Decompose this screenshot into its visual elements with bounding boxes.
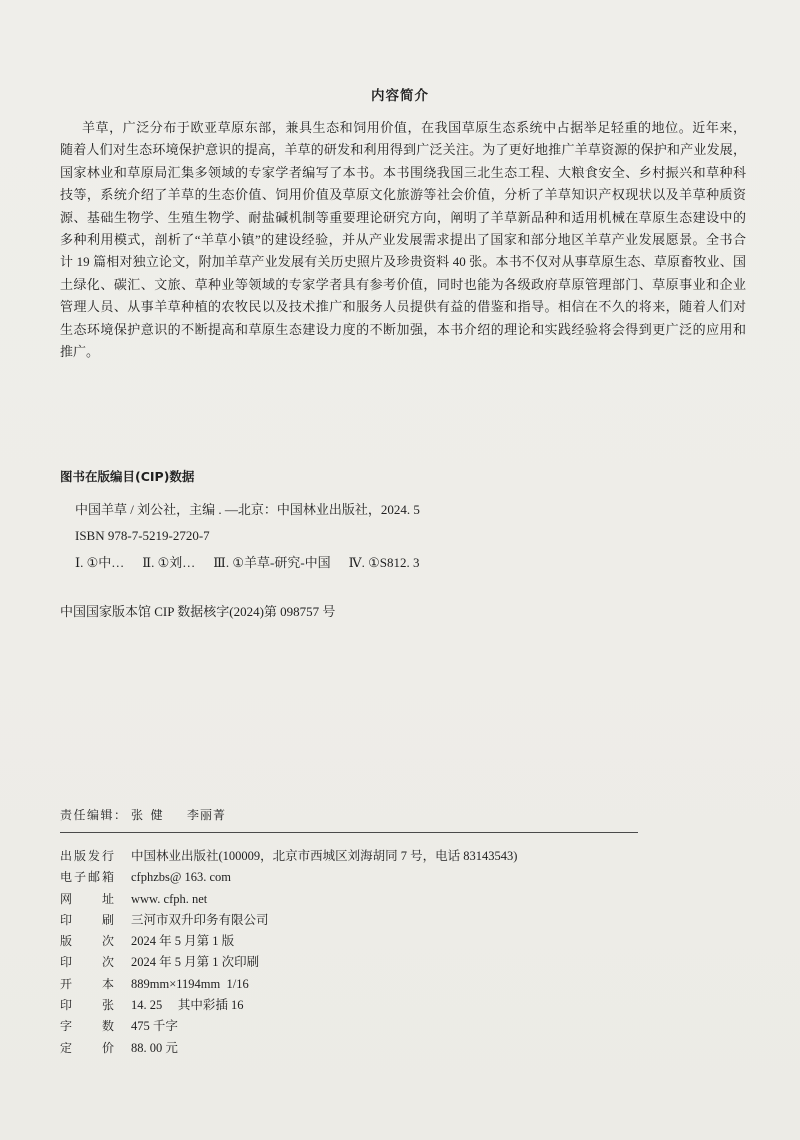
divider-rule — [60, 832, 638, 833]
cip-entry: 中国羊草 / 刘公社，主编 . —北京：中国林业出版社，2024. 5 — [75, 502, 420, 517]
summary-line: 管理人员、从事羊草种植的农牧民以及技术推广和服务人员提供有益的借鉴和指导。相信在不久的将来，随着人们对 — [60, 299, 746, 315]
summary-line: 生态环境保护意识的不断提高和草原生态建设力度的不断加强，本书介绍的理论和实践经验将会得到更广泛的应用和 — [60, 321, 746, 337]
imprint-row — [60, 952, 517, 973]
imprint-value: 三河市双升印务有限公司 — [131, 912, 269, 927]
imprint-table — [60, 846, 517, 1059]
imprint-value: 88. 00 元 — [131, 1040, 178, 1055]
imprint-value: 2024 年 5 月第 1 次印刷 — [131, 955, 260, 970]
imprint-label: 电子邮箱 — [60, 870, 114, 885]
imprint-row — [60, 931, 517, 952]
imprint-row — [60, 910, 517, 931]
summary-title: 内容简介 — [371, 88, 429, 104]
imprint-row — [60, 846, 517, 867]
summary-line: 推广。 — [60, 343, 100, 359]
cip-heading: 图书在版编目(CIP)数据 — [60, 469, 195, 484]
imprint-value: cfphzbs@ 163. com — [131, 870, 232, 885]
summary-body — [60, 117, 746, 363]
cip-class-item: Ⅰ. ①中… — [75, 555, 125, 570]
imprint-label: 开本 — [60, 976, 114, 991]
imprint-value: www. cfph. net — [131, 891, 208, 906]
summary-line: 多种利用模式，剖析了“羊草小镇”的建设经验，并从产业发展需求提出了国家和部分地区羊草产业发展愿景。全书合 — [60, 231, 746, 247]
imprint-row — [60, 995, 517, 1016]
imprint-label: 字数 — [60, 1019, 114, 1034]
summary-line: 土绿化、碳汇、文旅、草种业等领域的专家学者具有参考价值，同时也能为各级政府草原管理部门、草原事业和企业 — [60, 276, 746, 292]
editor-name: 李丽菁 — [187, 808, 227, 822]
summary-line: 计 19 篇相对独立论文，附加羊草产业发展有关历史照片及珍贵资料 40 张。本书不仅对从事草原生态、草原畜牧业、国 — [60, 254, 746, 270]
imprint-label: 版次 — [60, 934, 114, 949]
summary-line: 羊草，广泛分布于欧亚草原东部，兼具生态和饲用价值，在我国草原生态系统中占据举足轻重的地位。近年来， — [82, 120, 746, 135]
imprint-value: 475 千字 — [131, 1019, 178, 1034]
cip-class-item: Ⅲ. ①羊草-研究-中国 — [213, 555, 331, 570]
cip-class-item: Ⅱ. ①刘… — [142, 555, 196, 570]
imprint-value: 14. 25 其中彩插 16 — [131, 998, 244, 1013]
imprint-value: 2024 年 5 月第 1 版 — [131, 934, 235, 949]
editor-name: 张 健 — [131, 808, 163, 822]
imprint-row — [60, 1016, 517, 1037]
imprint-label: 印张 — [60, 998, 114, 1013]
imprint-label: 印刷 — [60, 912, 114, 927]
imprint-row — [60, 889, 517, 910]
cip-class-item: Ⅳ. ①S812. 3 — [348, 555, 420, 570]
imprint-label: 定价 — [60, 1040, 114, 1055]
imprint-label: 印次 — [60, 955, 114, 970]
imprint-label: 出版发行 — [60, 849, 114, 863]
responsible-editors — [60, 805, 226, 825]
imprint-label: 网址 — [60, 891, 114, 906]
imprint-row — [60, 974, 517, 995]
imprint-value: 889mm×1194mm 1/16 — [131, 976, 249, 991]
summary-line: 技等，系统介绍了羊草的生态价值、饲用价值及草原文化旅游等社会价值，分析了羊草知识产权现状以及羊草种质资 — [60, 187, 746, 203]
cip-isbn: ISBN 978-7-5219-2720-7 — [75, 528, 210, 543]
imprint-value: 中国林业出版社(100009，北京市西城区刘海胡同 7 号，电话 83143543) — [131, 849, 518, 863]
imprint-row — [60, 1038, 517, 1059]
summary-line: 国家林业和草原局汇集多领域的专家学者编写了本书。本书围绕我国三北生态工程、大粮食安全、乡村振兴和草种科 — [60, 164, 746, 180]
cip-approval-number: 中国国家版本馆 CIP 数据核字(2024)第 098757 号 — [60, 604, 336, 619]
summary-line: 源、基础生物学、生殖生物学、耐盐碱机制等重要理论研究方向，阐明了羊草新品种和适用机械在草原生态建设中的 — [60, 209, 746, 225]
cip-classification — [75, 553, 420, 573]
editors-label: 责任编辑： — [60, 808, 128, 822]
imprint-row — [60, 867, 517, 888]
summary-line: 随着人们对生态环境保护意识的提高，羊草的研发和利用得到广泛关注。为了更好地推广羊草资源的保护和产业发展， — [60, 142, 746, 158]
